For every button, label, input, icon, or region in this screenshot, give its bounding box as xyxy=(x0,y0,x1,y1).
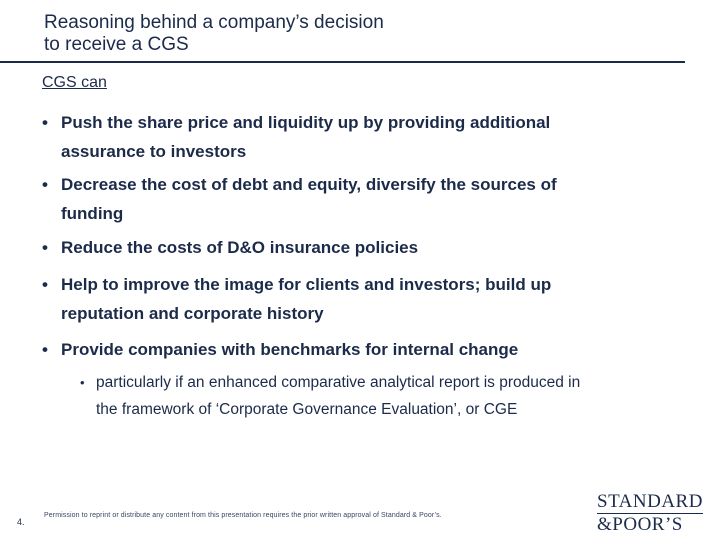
bullet-item xyxy=(42,335,518,364)
bullet-item xyxy=(42,270,551,328)
standard-and-poors-logo xyxy=(597,491,705,536)
bullet-dot: • xyxy=(42,340,48,359)
logo-line-2: &POOR’S xyxy=(597,514,683,535)
bullet-text-line: Decrease the cost of debt and equity, diversify the sources of xyxy=(61,175,557,194)
footer-disclaimer: Permission to reprint or distribute any content from this presentation requires the prior written approval of Standard & Poor’s. xyxy=(44,512,442,519)
bullet-dot: • xyxy=(42,113,48,132)
slide-title xyxy=(44,12,664,56)
bullet-text-line: Reduce the costs of D&O insurance policies xyxy=(61,238,419,257)
page-number: 4. xyxy=(17,517,25,527)
logo-line-1: STANDARD xyxy=(597,491,703,512)
bullet-dot: • xyxy=(42,275,48,294)
sub-bullet-text-line: the framework of ‘Corporate Governance Evaluation’, or CGE xyxy=(96,401,518,418)
sub-bullet-item xyxy=(80,369,686,423)
sub-bullet-text-line: particularly if an enhanced comparative analytical report is produced in xyxy=(96,374,581,391)
sub-bullet-dot: • xyxy=(80,375,85,390)
title-divider xyxy=(0,61,685,63)
bullet-text-line: Help to improve the image for clients and investors; build up xyxy=(61,275,552,294)
bullet-text-line: Push the share price and liquidity up by providing additional xyxy=(61,113,551,132)
bullet-text-line: assurance to investors xyxy=(61,142,247,161)
bullet-item xyxy=(42,108,550,166)
bullet-dot: • xyxy=(42,238,48,257)
bullet-item xyxy=(42,233,418,262)
slide-title-line-2: to receive a CGS xyxy=(44,34,189,55)
bullet-text-line: funding xyxy=(61,204,124,223)
slide-title-line-1: Reasoning behind a company’s decision xyxy=(44,12,384,33)
bullet-dot: • xyxy=(42,175,48,194)
bullet-text-line: Provide companies with benchmarks for internal change xyxy=(61,340,519,359)
section-subheading: CGS can xyxy=(42,74,107,91)
bullet-text-line: reputation and corporate history xyxy=(61,304,324,323)
bullet-item xyxy=(42,170,557,228)
